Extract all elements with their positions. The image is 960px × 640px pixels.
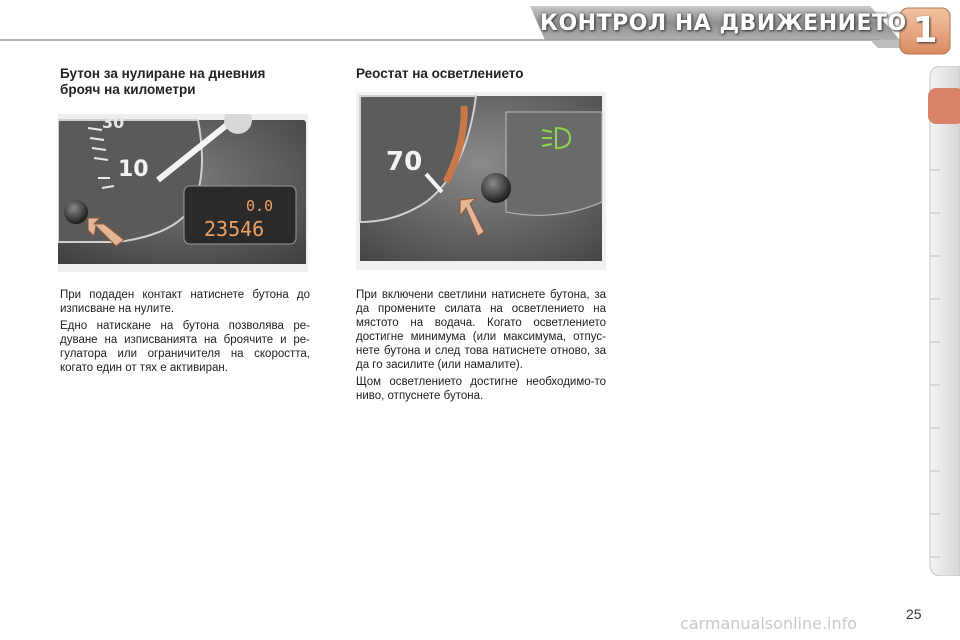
section-title-line2: брояч на километри (60, 82, 196, 97)
chapter-number-badge: 1 (912, 10, 938, 51)
trip-reset-text (60, 288, 310, 378)
paragraph: При включени светлини натиснете бутона, за да промените силата на осветлението на мястото на водача. Когато осветлението достигне минимума (или максимума, отпус-нете бутона и след това натиснете отново, за да го засилите (или намалите). (356, 289, 606, 371)
watermark: carmanualsonline.info (680, 614, 858, 633)
section-title-trip-reset (60, 66, 340, 98)
section-title-rheostat: Реостат на осветлението (356, 66, 524, 81)
chapter-title: КОНТРОЛ НА ДВИЖЕНИЕТО (540, 11, 907, 36)
odometer-reading: 23546 (204, 217, 265, 241)
rheostat-button[interactable] (481, 173, 511, 203)
rheostat-photo (356, 92, 606, 270)
trip-display: 0.0 (246, 197, 274, 215)
section-title-line1: Бутон за нулиране на дневния (60, 66, 266, 81)
trip-reset-photo (58, 114, 308, 272)
speed-label-70: 70 (386, 147, 423, 177)
speed-label-30: 30 (102, 114, 125, 132)
paragraph: Щом осветлението достигне необходимо-то ниво, отпуснете бутона. (356, 376, 606, 402)
paragraph: Едно натискане на бутона позволява ре-дуване на изписванията на броячите и ре-гулатора или ограничителя на скоростта, когато един от тях е активиран. (60, 320, 310, 374)
paragraph: При подаден контакт натиснете бутона до изписване на нулите. (60, 289, 310, 315)
page-number: 25 (906, 606, 922, 622)
chapter-tab-strip (926, 66, 960, 576)
speed-label-10: 10 (118, 157, 149, 182)
rheostat-text (356, 288, 606, 406)
trip-reset-button[interactable] (64, 200, 88, 224)
active-chapter-tab[interactable] (928, 88, 960, 124)
